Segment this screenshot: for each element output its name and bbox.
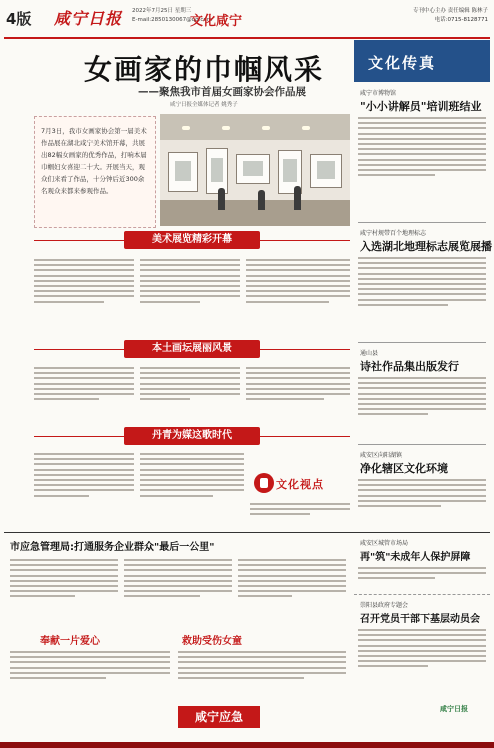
logo-text: 文化视点 <box>276 478 324 491</box>
news-body <box>358 564 486 592</box>
masthead <box>4 4 490 38</box>
article-column <box>34 364 134 426</box>
news-divider <box>358 444 486 445</box>
masthead-rule <box>4 37 490 39</box>
article-column <box>10 648 170 704</box>
article-column <box>140 364 240 426</box>
bottom-strip <box>0 742 494 748</box>
article-column <box>10 556 118 628</box>
news-kicker: 咸宁村规带百个地理标志 <box>360 230 427 237</box>
section-banner-3: 丹青为媒这歌时代 <box>124 427 260 445</box>
news-body <box>358 374 486 440</box>
exhibition-photo <box>160 114 350 226</box>
painting-frame <box>206 148 228 194</box>
news-divider <box>354 594 490 595</box>
bottom-headline: 救助受伤女童 <box>182 636 242 647</box>
section-banner-1: 美术展览精彩开幕 <box>124 231 260 249</box>
visitor-figure <box>294 186 301 210</box>
page-number: 4版 <box>6 10 32 28</box>
news-body <box>358 114 486 218</box>
visitor-figure <box>258 190 265 210</box>
culture-news-title: 文化传真 <box>368 54 437 72</box>
feature-headline: 女画家的巾帼风采 <box>84 53 325 86</box>
article-column <box>140 450 244 528</box>
date-line: 2022年7月25日 星期三 <box>132 8 192 14</box>
bottom-headline: 召开党员干部下基层动员会 <box>360 614 480 625</box>
news-kicker: 崇阳县政府专题会 <box>360 602 409 609</box>
feature-subhead: ——聚焦我市首届女画家协会作品展 <box>138 86 306 98</box>
news-body <box>358 626 486 702</box>
culture-logo-icon <box>254 473 274 493</box>
phone-line: 电话:0715-8128771 <box>434 17 488 23</box>
news-title: 净化辖区文化环境 <box>360 462 448 475</box>
photo-floor <box>160 200 350 226</box>
article-column <box>124 556 232 628</box>
ceiling-lamp <box>182 126 190 130</box>
culture-view-logo <box>250 470 336 498</box>
article-column <box>178 648 346 704</box>
article-column <box>34 256 134 336</box>
ceiling-lamp <box>262 126 270 130</box>
article-column <box>246 256 350 336</box>
ceiling-lamp <box>222 126 230 130</box>
editor-info <box>394 7 488 25</box>
news-kicker: 咸安区城管市场局 <box>360 540 409 547</box>
article-column <box>246 364 350 426</box>
bottom-rule <box>4 532 490 533</box>
contact-line: E-mail:2850130067@qq.com <box>132 17 213 23</box>
emergency-tag: 咸宁应急 <box>178 706 260 728</box>
news-divider <box>358 342 486 343</box>
article-column <box>238 556 346 628</box>
news-body <box>358 254 486 340</box>
section-title: 文化咸宁 <box>190 14 243 29</box>
newspaper-logo-small: 咸宁日报 <box>440 705 468 713</box>
article-column <box>34 450 134 528</box>
news-kicker: 咸宁市博物馆 <box>360 90 397 97</box>
bottom-headline: 奉献一片爱心 <box>40 636 100 647</box>
article-column <box>250 500 350 528</box>
bottom-headline: 市应急管理局:打通服务企业群众"最后一公里" <box>10 542 215 553</box>
editor-line: 专刊中心主办 责任编辑 陈林子 <box>413 8 488 14</box>
painting-frame <box>168 152 198 192</box>
feature-byline: 咸宁日报全媒体记者 姚秀子 <box>170 102 238 108</box>
bottom-headline: 再"筑"未成年人保护屏障 <box>360 552 471 563</box>
visitor-figure <box>218 188 225 210</box>
news-body <box>358 476 486 530</box>
article-column <box>140 256 240 336</box>
painting-frame <box>236 154 270 184</box>
intro-box: 7月3日，我市女画家协会第一届美术作品展在湖北咸宁美术馆开幕，共展出82幅女画家的优秀作品，打响本届巾帼妇女喜迎二十大。开展当天，观众们来看了作品，十分钟后近300余名观众来都来参观作品。 <box>34 116 156 228</box>
news-title: 诗社作品集出版发行 <box>360 360 459 373</box>
paper-name: 咸宁日报 <box>54 9 123 28</box>
news-kicker: 咸安区向阳湖镇 <box>360 452 403 459</box>
painting-frame <box>310 154 342 188</box>
news-kicker: 通山县 <box>360 350 379 357</box>
news-divider <box>358 222 486 223</box>
news-title: 入选湖北地理标志展览展播 <box>360 240 492 253</box>
news-title: "小小讲解员"培训班结业 <box>360 100 482 113</box>
section-banner-2: 本土画坛展丽风景 <box>124 340 260 358</box>
ceiling-lamp <box>302 126 310 130</box>
